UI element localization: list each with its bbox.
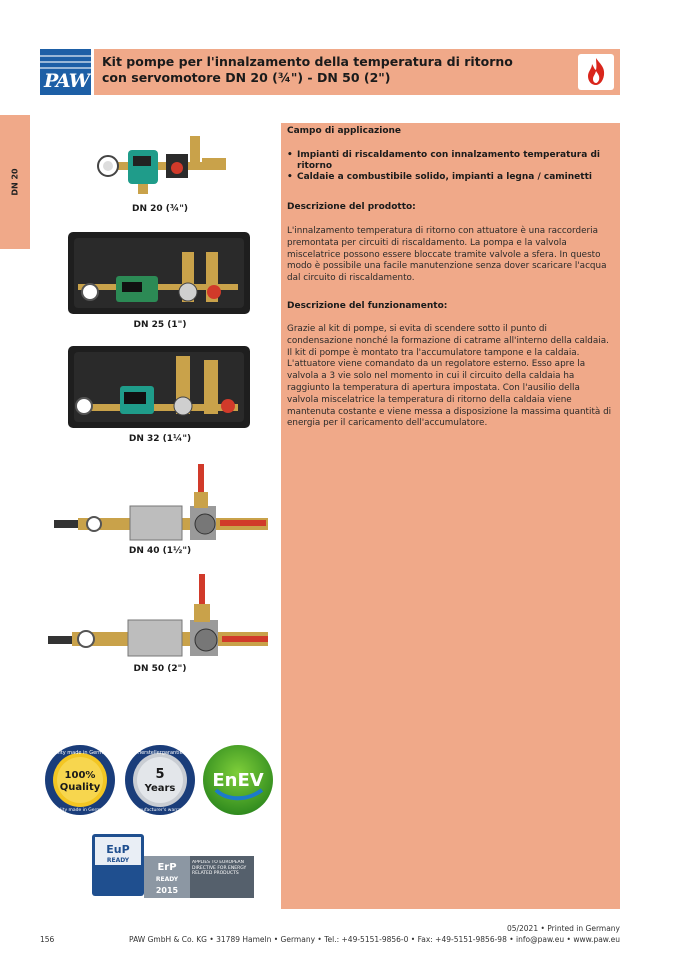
application-bullet: • Caldaie a combustibile solido, impianti a legna / caminetti (287, 172, 614, 183)
warranty-badge-bottom: manufacturer's warranty (132, 808, 188, 813)
enev-badge-text: EnEV (212, 770, 264, 791)
erp-badge (144, 856, 254, 898)
eup-badge-subtitle: READY (106, 857, 130, 864)
warranty-badge (124, 744, 196, 816)
page-number: 156 (40, 935, 55, 944)
quality-badge-top: Quality made in Germany (47, 750, 113, 756)
side-tab (0, 115, 30, 249)
product-image-dn25 (68, 232, 250, 314)
description-panel (281, 123, 620, 909)
quality-badge-bottom: Quality made in Germany (51, 808, 109, 813)
page-title (102, 54, 542, 86)
erp-badge-title: ErP (157, 862, 177, 873)
product-description-text: L'innalzamento temperatura di ritorno con attuatore è una raccorderia premontata per circuiti di riscaldamento. La pompa e la valvola miscelatrice possono essere bloccate tramite valvole a sfera. In questo modo è possibile una facile manutenzione senza dover scaricare l'acqua dal circuito di riscaldamento. (287, 226, 607, 284)
side-tab-label: DN 20 (10, 168, 20, 196)
quality-badge (44, 744, 116, 816)
function-description-title: Descrizione del funzionamento: (287, 300, 448, 311)
enev-badge (202, 744, 274, 816)
quality-badge-line2: Quality (59, 782, 101, 793)
application-title: Campo di applicazione (287, 126, 402, 136)
product-image-dn32 (68, 346, 250, 428)
eup-badge (92, 834, 144, 896)
title-line-1: Kit pompe per l'innalzamento della temperatura di ritorno (102, 54, 513, 69)
footer-print-info: 05/2021 • Printed in Germany (506, 924, 620, 933)
caption-dn50: DN 50 (2") (133, 664, 187, 674)
erp-badge-year: 2015 (155, 886, 179, 895)
caption-dn25: DN 25 (1") (133, 320, 187, 330)
title-line-2: con servomotore DN 20 (¾") - DN 50 (2") (102, 70, 391, 85)
application-bullet: • Impianti di riscaldamento con innalzamento temperatura di ritorno (287, 150, 614, 172)
caption-dn20: DN 20 (¾") (131, 204, 189, 214)
eup-badge-title: EuP (106, 843, 130, 856)
paw-logo (40, 49, 91, 95)
flame-icon (578, 54, 614, 90)
erp-badge-desc: APPLIES TO EUROPEAN DIRECTIVE FOR ENERGY RELATED PRODUCTS (192, 860, 247, 877)
warranty-badge-line2: Years (144, 783, 176, 794)
erp-badge-subtitle: READY (155, 876, 179, 883)
caption-dn32: DN 32 (1¼") (128, 434, 192, 444)
warranty-badge-line1: 5 (155, 767, 165, 782)
function-description-text: Grazie al kit di pompe, si evita di scendere sotto il punto di condensazione nonché la formazione di catrame all'interno della caldaia. Il kit di pompe è montato tra l'accumulatore tampone e la caldaia. L'attuatore viene comandato da un regolatore esterno. Esso apre la valvola a 3 vie solo nel momento in cui il circuito della caldaia ha raggiunto la temperatura di apertura impostata. Con l'ausilio della valvola miscelatrice la temperatura di ritorno della caldaia viene mantenuta costante e viene messa a disposizione la massima quantità di energia per il caricamento dell'accumulatore. (287, 323, 612, 429)
warranty-badge-top: Herstellergarantie (137, 750, 183, 756)
caption-dn40: DN 40 (1½") (128, 546, 192, 556)
product-image-dn40 (50, 462, 270, 548)
product-description-title: Descrizione del prodotto: (287, 202, 416, 212)
page-header (94, 49, 620, 95)
logo-text: PAW (44, 70, 90, 92)
product-image-dn20 (90, 132, 230, 200)
product-image-dn50 (46, 572, 272, 662)
quality-badge-line1: 100% (64, 770, 96, 781)
footer-company-info: PAW GmbH & Co. KG • 31789 Hameln • Germany • Tel.: +49-5151-9856-0 • Fax: +49-5151-9856-98 • info@paw.eu • www.paw.eu (129, 935, 620, 944)
application-list (287, 150, 614, 183)
